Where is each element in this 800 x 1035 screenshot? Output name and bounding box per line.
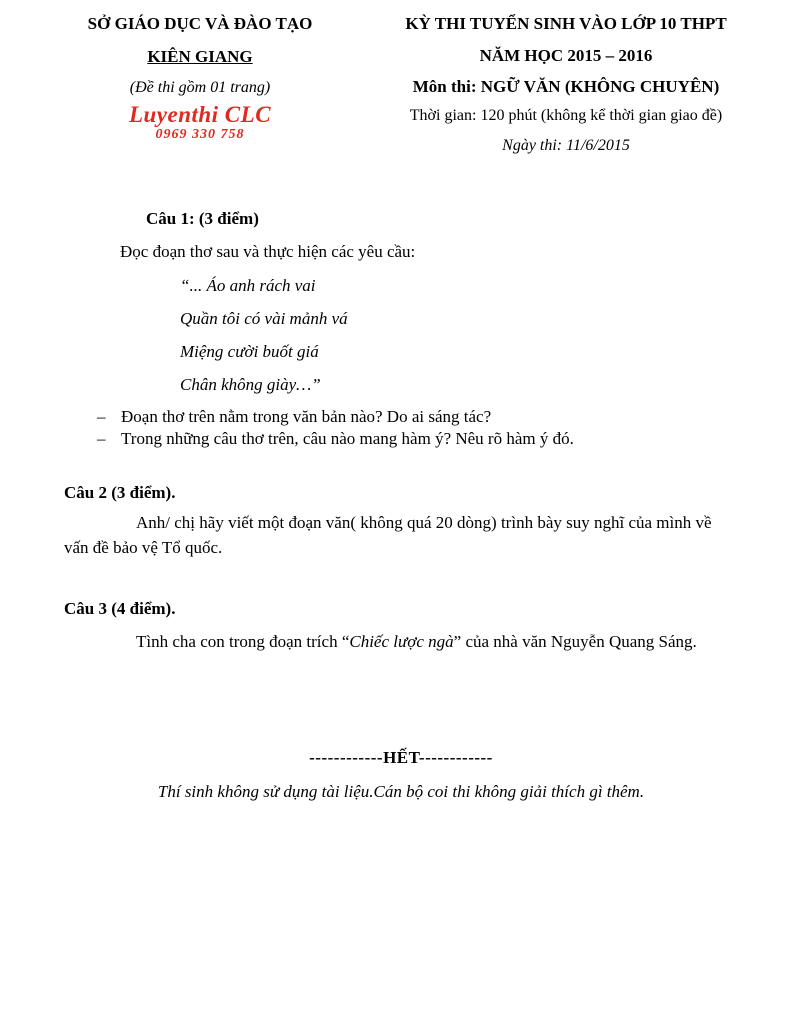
exam-subject: Môn thi: NGỮ VĂN (KHÔNG CHUYÊN) — [412, 77, 720, 96]
question-3-title: Câu 3 (4 điểm). — [64, 599, 176, 618]
subquestion-item — [97, 428, 738, 450]
question-1-subquestions — [97, 406, 738, 450]
logo-phone-number: 0969 330 758 — [155, 127, 245, 142]
subquestion-text: Trong những câu thơ trên, câu nào mang hàm ý? Nêu rõ hàm ý đó. — [121, 429, 574, 448]
question-2-body: Anh/ chị hãy viết một đoạn văn( không quá 20 dòng) trình bày suy nghĩ của mình về vấn đề bảo vệ Tổ quốc. — [64, 513, 712, 557]
question-2-title: Câu 2 (3 điểm). — [64, 483, 176, 502]
end-of-exam-marker: ------------HẾT------------ — [309, 748, 493, 767]
poem-line: Chân không giày…” — [180, 375, 321, 394]
header-left-block — [40, 14, 360, 152]
question-3-body — [136, 631, 738, 653]
literary-work-title: Chiếc lược ngà — [349, 632, 454, 651]
poem-line: Miệng cười buốt giá — [180, 342, 319, 361]
poem-line: “... Áo anh rách vai — [180, 276, 316, 295]
question-1-intro: Đọc đoạn thơ sau và thực hiện các yêu cầu: — [120, 242, 416, 261]
school-year: NĂM HỌC 2015 – 2016 — [479, 46, 653, 65]
exam-duration: Thời gian: 120 phút (không kể thời gian giao đề) — [409, 107, 723, 124]
exam-body — [0, 208, 800, 803]
dash-marker: – — [97, 407, 106, 426]
header-right-block — [360, 14, 772, 152]
poem-line: Quần tôi có vài mảnh vá — [180, 309, 348, 328]
luyenthi-clc-logo: Luyenthi CLC — [128, 102, 272, 127]
poem-quote — [180, 269, 738, 401]
subquestion-item — [97, 406, 738, 428]
question-1-title: Câu 1: (3 điểm) — [146, 209, 259, 228]
exam-header — [0, 0, 800, 152]
province-name: KIÊN GIANG — [147, 47, 253, 66]
question-3-text-suffix: ” của nhà văn Nguyễn Quang Sáng. — [453, 632, 697, 651]
subquestion-text: Đoạn thơ trên nằm trong văn bản nào? Do ai sáng tác? — [121, 407, 492, 426]
question-3-text-prefix: Tình cha con trong đoạn trích “ — [136, 632, 350, 651]
pages-note: (Đề thi gồm 01 trang) — [129, 79, 271, 96]
dash-marker: – — [97, 429, 106, 448]
exam-title: KỲ THI TUYỂN SINH VÀO LỚP 10 THPT — [405, 14, 727, 33]
department-name: SỞ GIÁO DỤC VÀ ĐÀO TẠO — [87, 14, 313, 33]
exam-footer-note: Thí sinh không sử dụng tài liệu.Cán bộ coi thi không giải thích gì thêm. — [157, 782, 645, 801]
exam-date: Ngày thi: 11/6/2015 — [502, 137, 630, 154]
